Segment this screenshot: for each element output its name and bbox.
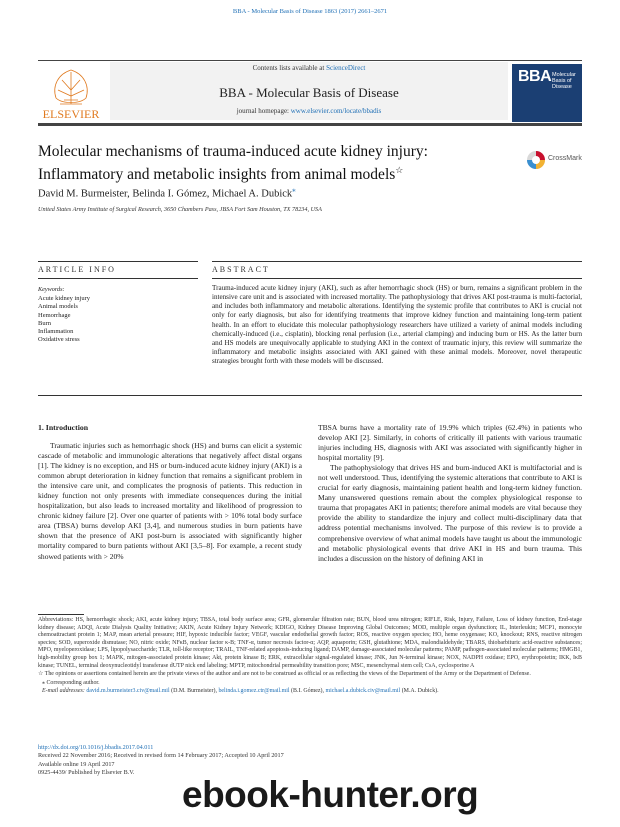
footnote-rule	[38, 614, 84, 615]
journal-citation-link[interactable]: BBA - Molecular Basis of Disease 1863 (2017) 2661–2671	[232, 8, 388, 15]
email-link[interactable]: michael.a.dubick.civ@mail.mil	[325, 688, 401, 695]
title-line-2: Inflammatory and metabolic insights from animal models☆	[38, 165, 404, 184]
article-info-rule-top	[38, 261, 198, 262]
keyword: Oxidative stress	[38, 336, 80, 344]
section-heading-introduction: 1. Introduction	[38, 423, 89, 432]
header-bottom-rule	[38, 123, 582, 126]
homepage-prefix: journal homepage:	[236, 107, 291, 115]
email-link[interactable]: david.m.burmeister3.civ@mail.mil	[86, 688, 170, 695]
watermark-text: ebook-hunter.org	[182, 774, 479, 815]
article-title	[38, 142, 508, 184]
crossmark-label: CrossMark	[548, 155, 582, 162]
intro-paragraph: Traumatic injuries such as hemorrhagic shock (HS) and burns can elicit a systemic cascade of metabolic and immunologic alterations that negatively affect distal organs [1]. The kidney is no exception, and HS or burn-induced acute kidney injury (AKI) is a common abrupt deterioration in kidney function that remains a significant problem in the intensive care unit, and complicates the prognosis of patients. This reduction in kidney function not only presents with immediate consequences during the initial hospitalization, but also leads to increased mortality and likelihood of progression to chronic kidney failure [2]. Over one quarter of patients with > 10% total body surface area (TBSA) burns develop AKI [3,4], and numerous studies in burn patients have shown that the presence of AKI post-burn is associated with significantly higher mortality compared to burn patients without AKI [3,5–8]. For example, a recent study showed patients with > 20%	[38, 441, 302, 561]
article-info-rule-bottom	[38, 278, 198, 279]
publication-info	[38, 744, 284, 777]
disclaimer-footnote: ☆ The opinions or assertions contained herein are the private views of the author and are not to be construed as official or as reflecting the views of the Department of the Army or the Department of Defense.	[38, 671, 531, 678]
cover-subtitle: Molecular Basis of Disease	[552, 72, 576, 90]
available-online: Available online 19 April 2017	[38, 760, 115, 768]
author-list: David M. Burmeister, Belinda I. Gómez, Michael A. Dubick⁎	[38, 186, 296, 200]
keyword: Inflammation	[38, 328, 74, 336]
homepage-link[interactable]: www.elsevier.com/locate/bbadis	[290, 107, 382, 115]
journal-cover	[512, 64, 582, 122]
title-line-1: Molecular mechanisms of trauma-induced acute kidney injury:	[38, 143, 428, 160]
email-footnote: E-mail addresses: david.m.burmeister3.civ@mail.mil (D.M. Burmeister), belinda.i.gomez.ctr@mail.mil (B.I. Gómez), michael.a.dubick.civ@mail.mil (M.A. Dubick).	[42, 688, 439, 695]
corresponding-author-mark[interactable]: ⁎	[292, 186, 296, 194]
contents-line	[110, 64, 508, 72]
journal-homepage	[110, 107, 508, 115]
intro-paragraph: The pathophysiology that drives HS and burn-induced AKI is multifactorial and is not well understood. Thus, identifying the systemic alterations that contribute to AKI is crucial for early diagnosis, maintaining patient health and long-term kidney function. Many unanswered questions remain about the complex physiological response to trauma that propagates AKI in patients; therefore animal models are vital because they provide the ability to standardize the injury and collect multi-disciplinary data that address potential mechanisms involved. The purpose of this review is to provide a comprehensive overview of what animal models have taught us about the immunologic and metabolic physiological events that drive AKI in HS and burn trauma. This includes a discussion on the history of defining AKI in	[318, 463, 582, 563]
elsevier-wordmark: ELSEVIER	[42, 107, 100, 121]
abstract-rule-bottom	[212, 278, 582, 279]
contents-prefix: Contents lists available at	[252, 64, 327, 72]
keyword: Acute kidney injury	[38, 295, 90, 302]
issn-publisher: 0925-4439/ Published by Elsevier B.V.	[38, 768, 135, 776]
intro-right-column	[318, 423, 582, 564]
cover-title: BBA	[518, 68, 552, 85]
keyword: Hemorrhage	[38, 311, 71, 319]
title-footnote-star: ☆	[395, 165, 404, 175]
abstract-heading: ABSTRACT	[212, 265, 270, 274]
crossmark-badge[interactable]	[526, 148, 586, 172]
keyword: Burn	[38, 319, 51, 327]
abstract-end-rule	[38, 395, 582, 396]
affiliation: United States Army Institute of Surgical Research, 3650 Chambers Pass, JBSA Fort Sam Houston, TX 78234, USA	[38, 206, 322, 213]
journal-title: BBA - Molecular Basis of Disease	[219, 85, 399, 100]
abbreviations-footnote: Abbreviations: HS, hemorrhagic shock; AKI, acute kidney injury; TBSA, total body surface area; GFR, glomerular filtration rate; BUN, blood urea nitrogen; RIFLE, Risk, Injury, Failure, Loss of kidney function, End-stage kidney disease; ADQI, Acute Dialysis Quality Initiative; AKIN, Acute Kidney Injury Network; KDIGO, Kidney Disease Improving Global Outcomes; MOD, multiple organ dysfunction; IL, Interleukin; MCP1, monocyte chemoattractant protein 1; MAP, mean arterial pressure; HIF, hypoxic inducible factor; VEGF, vascular endothelial growth factor; ROS, reactive oxygen species; HO, heme oxygenase; KO, knockout; RNS, reactive nitrogen species; SOD, superoxide dismutase; NO, nitric oxide; NFκB, nuclear factor κ-B; TNF-α, tumor necrosis factor-α; AQP, aquaporin; GSH, glutathione; MDA, malondialdehyde; TBARS, thiobarbituric acid-reactive substances; MPO, myeloperoxidase; LPS, lipopolysaccharide; TLR, toll-like receptor; TRAIL, TNF-related apoptosis-inducing ligand; DAMP, damage-associated molecular patterns; PAMP, pathogen-associated molecular patterns; HMGB1, high-mobility group box 1; MAPK, mitogen-associated protein kinase; Akt, protein kinase B; ERK, extracellular signal-regulated kinase; JNK, Jun N-terminal kinase; NOX, NADPH oxidase; EPO, erythropoietin; IKK, IκB kinase; TUNEL, terminal deoxynucleotidyl transferase dUTP nick end labeling; MPTP, mitochondrial permeability transition pore; MSC, mesenchymal stem cell; CsA, cyclosporine A	[38, 617, 582, 669]
abstract-text: Trauma-induced acute kidney injury (AKI), such as after hemorrhagic shock (HS) or burn, remains a significant problem in the intensive care unit and is associated with increased mortality. The pathophysiology that drives AKI post-trauma is multi-factorial, and includes both inflammatory and metabolic alterations. Identifying the systemic profile that contributes to AKI is crucial not only for early diagnosis, but also for identifying treatments that improve kidney function and maintaining long-term patient health. In an effort to elucidate this molecular pathophysiology researchers have utilized a variety of animal models including chemically-induced (i.e., cisplatin), blocking renal perfusion (i.e., arterial clamping) and inducing burn or HS. As the latter burn and HS models are unequivocally applicable to studying AKI in the context of traumatic injury, this review will summarize the inflammatory and metabolic insights associated with AKI gained with these animal models. Moreover, novel therapeutic strategies brought forth with these models will be discussed.	[212, 284, 582, 366]
abstract-rule-top	[212, 261, 582, 262]
elsevier-logo	[38, 64, 104, 122]
footnotes	[38, 617, 582, 697]
doi-link[interactable]: http://dx.doi.org/10.1016/j.bbadis.2017.04.011	[38, 744, 154, 751]
keywords-list	[38, 295, 90, 345]
intro-paragraph: TBSA burns have a mortality rate of 19.9% which triples (62.4%) in patients who develop AKI [2]. Similarly, in cohorts of critically ill patients with various traumatic injuries including HS, diagnosis with AKI was associated with significantly higher in hospital mortality [9].	[318, 423, 582, 463]
received-dates: Received 22 November 2016; Received in revised form 14 February 2017; Accepted 10 April 2017	[38, 752, 284, 760]
email-link[interactable]: belinda.i.gomez.ctr@mail.mil	[218, 688, 290, 695]
header-top-rule	[38, 60, 582, 61]
corresponding-author-footnote: ⁎ Corresponding author.	[42, 679, 100, 686]
sciencedirect-link[interactable]: ScienceDirect	[326, 64, 366, 72]
keywords-label: Keywords:	[38, 286, 65, 293]
keyword: Animal models	[38, 303, 78, 311]
intro-left-column	[38, 441, 302, 562]
article-info-heading: ARTICLE INFO	[38, 265, 116, 274]
crossmark-icon	[526, 150, 546, 170]
